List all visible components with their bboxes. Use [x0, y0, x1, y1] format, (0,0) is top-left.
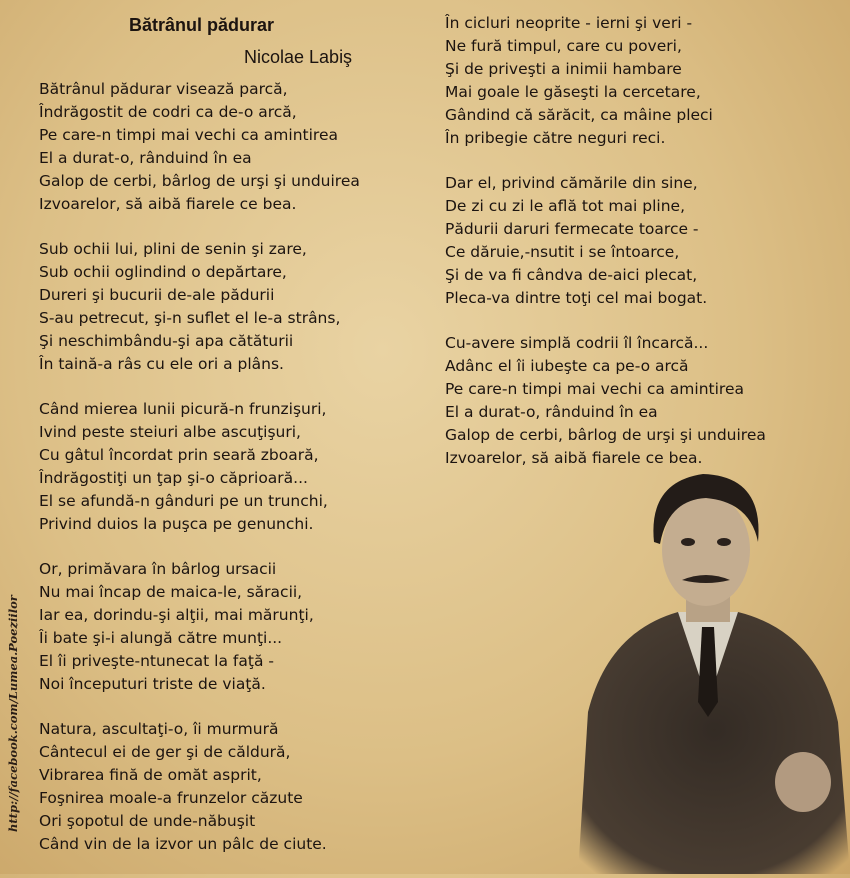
right-stanzas [445, 12, 845, 470]
poem-line: În cicluri neoprite - ierni şi veri - [445, 14, 693, 32]
poem-line: Îi bate şi-i alungă către munţi... [39, 629, 283, 647]
poem-line: Pe care-n timpi mai vechi ca amintirea [445, 380, 744, 398]
poem-line: Ivind peste steiuri albe ascuţişuri, [39, 423, 301, 441]
poem-line: Natura, ascultaţi-o, îi murmură [39, 720, 279, 738]
right-column [445, 12, 845, 492]
poem-line: Dar el, privind cămările din sine, [445, 174, 698, 192]
portrait-eye-right [717, 538, 731, 546]
poem-line: Îndrăgostit de codri ca de-o arcă, [39, 103, 297, 121]
poem-line: Dureri şi bucurii de-ale pădurii [39, 286, 275, 304]
poem-line: Bătrânul pădurar visează parcă, [39, 80, 288, 98]
poem-line: Când vin de la izvor un pâlc de ciute. [39, 835, 327, 853]
poem-line: Izvoarelor, să aibă fiarele ce bea. [445, 449, 703, 467]
poem-line: Cu-avere simplă codrii îl încarcă... [445, 334, 709, 352]
left-stanzas [39, 78, 439, 856]
poem-line: Şi de priveşti a inimii hambare [445, 60, 682, 78]
poem-line: Izvoarelor, să aibă fiarele ce bea. [39, 195, 297, 213]
stanza [445, 172, 845, 310]
poem-line: Galop de cerbi, bârlog de urşi şi unduirea [445, 426, 766, 444]
poem-line: Foşnirea moale-a frunzelor căzute [39, 789, 303, 807]
poem-line: Gândind că sărăcit, ca mâine pleci [445, 106, 713, 124]
poem-line: Noi începuturi triste de viaţă. [39, 675, 266, 693]
poem-line: Vibrarea fină de omăt asprit, [39, 766, 262, 784]
poem-line: El a durat-o, rânduind în ea [445, 403, 658, 421]
portrait-photo [568, 462, 850, 874]
stanza [39, 718, 439, 856]
poem-line: În pribegie către neguri reci. [445, 129, 666, 147]
poem-line: Sub ochii oglindind o depărtare, [39, 263, 287, 281]
portrait-eye-left [681, 538, 695, 546]
portrait-hand [775, 752, 831, 812]
poem-line: Ne fură timpul, care cu poveri, [445, 37, 682, 55]
poem-author: Nicolae Labiş [244, 47, 353, 67]
stanza [39, 558, 439, 696]
stanza [39, 78, 439, 216]
left-column [39, 12, 439, 878]
poem-line: Or, primăvara în bârlog ursacii [39, 560, 277, 578]
stanza [445, 332, 845, 470]
poem-line: Cu gâtul încordat prin seară zboară, [39, 446, 319, 464]
poem-line: Ori şopotul de unde-năbuşit [39, 812, 256, 830]
poem-line: Şi neschimbându-şi apa cătăturii [39, 332, 294, 350]
poem-line: Îndrăgostiţi un ţap şi-o căprioară... [39, 469, 308, 487]
poem-line: Adânc el îi iubeşte ca pe-o arcă [445, 357, 689, 375]
poem-line: Şi de va fi cândva de-aici plecat, [445, 266, 698, 284]
poem-line: Pleca-va dintre toţi cel mai bogat. [445, 289, 708, 307]
poem-line: Cântecul ei de ger şi de căldură, [39, 743, 291, 761]
poem-line: El îi priveşte-ntunecat la faţă - [39, 652, 274, 670]
poem-line: El se afundă-n gânduri pe un trunchi, [39, 492, 328, 510]
poem-line: Privind duios la puşca pe genunchi. [39, 515, 314, 533]
poem-line: Sub ochii lui, plini de senin şi zare, [39, 240, 307, 258]
stanza [39, 238, 439, 376]
poem-line: El a durat-o, rânduind în ea [39, 149, 252, 167]
poem-line: Iar ea, dorindu-şi alţii, mai mărunţi, [39, 606, 314, 624]
stanza [445, 12, 845, 150]
facebook-watermark: http://facebook.com/Lumea.Poeziilor [6, 595, 20, 832]
poem-line: În taină-a râs cu ele ori a plâns. [39, 355, 284, 373]
poem-line: De zi cu zi le află tot mai pline, [445, 197, 686, 215]
poem-line: Mai goale le găseşti la cercetare, [445, 83, 701, 101]
poem-line: Galop de cerbi, bârlog de urşi şi unduirea [39, 172, 360, 190]
poem-line: Pe care-n timpi mai vechi ca amintirea [39, 126, 338, 144]
poem-line: Pădurii daruri fermecate toarce - [445, 220, 699, 238]
poem-line: Ce dăruie,-nsutit i se întoarce, [445, 243, 680, 261]
poem-line: Nu mai încap de maica-le, săracii, [39, 583, 303, 601]
poem-line: Când mierea lunii picură-n frunzişuri, [39, 400, 327, 418]
poem-title: Bătrânul pădurar [129, 15, 275, 35]
poem-line: S-au petrecut, şi-n suflet el le-a strâns, [39, 309, 341, 327]
stanza [39, 398, 439, 536]
